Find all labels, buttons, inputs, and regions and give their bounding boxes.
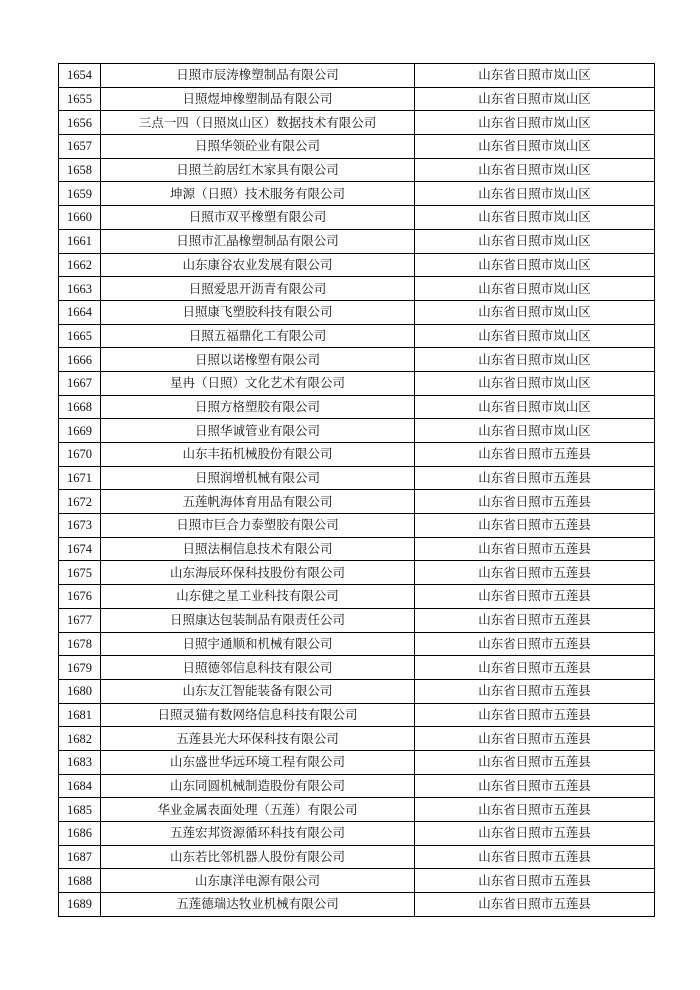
serial-number-cell: 1655 <box>59 87 101 111</box>
serial-number-cell: 1677 <box>59 608 101 632</box>
serial-number-cell: 1687 <box>59 845 101 869</box>
region-cell: 山东省日照市五莲县 <box>415 679 655 703</box>
serial-number-cell: 1686 <box>59 822 101 846</box>
serial-number-cell: 1668 <box>59 395 101 419</box>
serial-number-cell: 1670 <box>59 443 101 467</box>
company-name-cell: 日照润增机械有限公司 <box>101 466 415 490</box>
company-name-cell: 日照德邻信息科技有限公司 <box>101 656 415 680</box>
serial-number-cell: 1657 <box>59 135 101 159</box>
region-cell: 山东省日照市岚山区 <box>415 419 655 443</box>
company-name-cell: 山东健之星工业科技有限公司 <box>101 585 415 609</box>
company-name-cell: 五莲帆海体育用品有限公司 <box>101 490 415 514</box>
company-name-cell: 华业金属表面处理（五莲）有限公司 <box>101 798 415 822</box>
company-name-cell: 坤源（日照）技术服务有限公司 <box>101 182 415 206</box>
company-list-table <box>58 63 655 917</box>
company-name-cell: 日照华领砼业有限公司 <box>101 135 415 159</box>
region-cell: 山东省日照市五莲县 <box>415 774 655 798</box>
company-name-cell: 山东康洋电源有限公司 <box>101 869 415 893</box>
company-name-cell: 日照五福鼎化工有限公司 <box>101 324 415 348</box>
table-row <box>59 158 655 182</box>
table-row <box>59 845 655 869</box>
region-cell: 山东省日照市岚山区 <box>415 371 655 395</box>
table-row <box>59 608 655 632</box>
serial-number-cell: 1654 <box>59 64 101 88</box>
serial-number-cell: 1663 <box>59 277 101 301</box>
serial-number-cell: 1659 <box>59 182 101 206</box>
table-row <box>59 253 655 277</box>
serial-number-cell: 1656 <box>59 111 101 135</box>
table-row <box>59 182 655 206</box>
serial-number-cell: 1689 <box>59 893 101 917</box>
table-row <box>59 750 655 774</box>
serial-number-cell: 1678 <box>59 632 101 656</box>
region-cell: 山东省日照市岚山区 <box>415 300 655 324</box>
region-cell: 山东省日照市岚山区 <box>415 229 655 253</box>
table-row <box>59 679 655 703</box>
serial-number-cell: 1684 <box>59 774 101 798</box>
table-row <box>59 514 655 538</box>
serial-number-cell: 1664 <box>59 300 101 324</box>
company-name-cell: 日照市汇晶橡塑制品有限公司 <box>101 229 415 253</box>
region-cell: 山东省日照市五莲县 <box>415 585 655 609</box>
company-name-cell: 日照华诚管业有限公司 <box>101 419 415 443</box>
region-cell: 山东省日照市五莲县 <box>415 656 655 680</box>
company-name-cell: 五莲宏邦资源循环科技有限公司 <box>101 822 415 846</box>
region-cell: 山东省日照市岚山区 <box>415 348 655 372</box>
region-cell: 山东省日照市岚山区 <box>415 182 655 206</box>
serial-number-cell: 1660 <box>59 206 101 230</box>
region-cell: 山东省日照市岚山区 <box>415 253 655 277</box>
company-name-cell: 日照市辰涛橡塑制品有限公司 <box>101 64 415 88</box>
serial-number-cell: 1673 <box>59 514 101 538</box>
company-name-cell: 日照市双平橡塑有限公司 <box>101 206 415 230</box>
company-name-cell: 五莲德瑞达牧业机械有限公司 <box>101 893 415 917</box>
company-name-cell: 五莲县光大环保科技有限公司 <box>101 727 415 751</box>
serial-number-cell: 1681 <box>59 703 101 727</box>
company-name-cell: 山东康谷农业发展有限公司 <box>101 253 415 277</box>
table-row <box>59 822 655 846</box>
region-cell: 山东省日照市岚山区 <box>415 64 655 88</box>
table-row <box>59 277 655 301</box>
region-cell: 山东省日照市岚山区 <box>415 135 655 159</box>
company-name-cell: 日照市巨合力泰塑胶有限公司 <box>101 514 415 538</box>
table-row <box>59 561 655 585</box>
table-row <box>59 585 655 609</box>
company-name-cell: 日照兰韵居红木家具有限公司 <box>101 158 415 182</box>
company-name-cell: 星冉（日照）文化艺术有限公司 <box>101 371 415 395</box>
region-cell: 山东省日照市五莲县 <box>415 466 655 490</box>
company-name-cell: 三点一四（日照岚山区）数据技术有限公司 <box>101 111 415 135</box>
table-row <box>59 300 655 324</box>
table-row <box>59 443 655 467</box>
table-row <box>59 419 655 443</box>
company-name-cell: 山东友江智能装备有限公司 <box>101 679 415 703</box>
table-row <box>59 87 655 111</box>
company-name-cell: 日照康飞塑胶科技有限公司 <box>101 300 415 324</box>
region-cell: 山东省日照市五莲县 <box>415 893 655 917</box>
table-row <box>59 632 655 656</box>
table-row <box>59 537 655 561</box>
table-row <box>59 111 655 135</box>
region-cell: 山东省日照市岚山区 <box>415 158 655 182</box>
table-row <box>59 774 655 798</box>
table-row <box>59 466 655 490</box>
company-name-cell: 日照康达包装制品有限责任公司 <box>101 608 415 632</box>
serial-number-cell: 1661 <box>59 229 101 253</box>
serial-number-cell: 1658 <box>59 158 101 182</box>
table-row <box>59 371 655 395</box>
company-name-cell: 日照爱思开沥青有限公司 <box>101 277 415 301</box>
company-name-cell: 山东盛世华远环境工程有限公司 <box>101 750 415 774</box>
table-row <box>59 727 655 751</box>
region-cell: 山东省日照市岚山区 <box>415 206 655 230</box>
region-cell: 山东省日照市五莲县 <box>415 608 655 632</box>
serial-number-cell: 1662 <box>59 253 101 277</box>
region-cell: 山东省日照市五莲县 <box>415 750 655 774</box>
serial-number-cell: 1674 <box>59 537 101 561</box>
company-name-cell: 日照灵猫有数网络信息科技有限公司 <box>101 703 415 727</box>
region-cell: 山东省日照市五莲县 <box>415 869 655 893</box>
serial-number-cell: 1671 <box>59 466 101 490</box>
table-row <box>59 64 655 88</box>
serial-number-cell: 1676 <box>59 585 101 609</box>
region-cell: 山东省日照市五莲县 <box>415 845 655 869</box>
company-name-cell: 山东若比邻机器人股份有限公司 <box>101 845 415 869</box>
region-cell: 山东省日照市岚山区 <box>415 395 655 419</box>
serial-number-cell: 1680 <box>59 679 101 703</box>
serial-number-cell: 1688 <box>59 869 101 893</box>
serial-number-cell: 1685 <box>59 798 101 822</box>
company-name-cell: 山东海辰环保科技股份有限公司 <box>101 561 415 585</box>
table-row <box>59 798 655 822</box>
table-row <box>59 893 655 917</box>
region-cell: 山东省日照市五莲县 <box>415 490 655 514</box>
serial-number-cell: 1679 <box>59 656 101 680</box>
table-row <box>59 229 655 253</box>
serial-number-cell: 1667 <box>59 371 101 395</box>
table-row <box>59 324 655 348</box>
company-name-cell: 日照方格塑胶有限公司 <box>101 395 415 419</box>
company-name-cell: 日照煜坤橡塑制品有限公司 <box>101 87 415 111</box>
table-row <box>59 490 655 514</box>
table-row <box>59 869 655 893</box>
region-cell: 山东省日照市岚山区 <box>415 277 655 301</box>
company-list-table-body <box>59 64 655 917</box>
region-cell: 山东省日照市岚山区 <box>415 324 655 348</box>
serial-number-cell: 1669 <box>59 419 101 443</box>
company-name-cell: 山东同圆机械制造股份有限公司 <box>101 774 415 798</box>
table-row <box>59 206 655 230</box>
table-row <box>59 135 655 159</box>
region-cell: 山东省日照市五莲县 <box>415 561 655 585</box>
company-name-cell: 日照宇通顺和机械有限公司 <box>101 632 415 656</box>
table-row <box>59 656 655 680</box>
region-cell: 山东省日照市五莲县 <box>415 798 655 822</box>
serial-number-cell: 1666 <box>59 348 101 372</box>
serial-number-cell: 1683 <box>59 750 101 774</box>
serial-number-cell: 1675 <box>59 561 101 585</box>
table-row <box>59 703 655 727</box>
region-cell: 山东省日照市五莲县 <box>415 514 655 538</box>
region-cell: 山东省日照市五莲县 <box>415 822 655 846</box>
serial-number-cell: 1682 <box>59 727 101 751</box>
region-cell: 山东省日照市五莲县 <box>415 537 655 561</box>
region-cell: 山东省日照市五莲县 <box>415 443 655 467</box>
serial-number-cell: 1665 <box>59 324 101 348</box>
region-cell: 山东省日照市五莲县 <box>415 727 655 751</box>
company-name-cell: 日照法桐信息技术有限公司 <box>101 537 415 561</box>
serial-number-cell: 1672 <box>59 490 101 514</box>
company-name-cell: 日照以诺橡塑有限公司 <box>101 348 415 372</box>
company-name-cell: 山东丰拓机械股份有限公司 <box>101 443 415 467</box>
region-cell: 山东省日照市五莲县 <box>415 632 655 656</box>
region-cell: 山东省日照市岚山区 <box>415 87 655 111</box>
region-cell: 山东省日照市岚山区 <box>415 111 655 135</box>
table-row <box>59 395 655 419</box>
table-row <box>59 348 655 372</box>
region-cell: 山东省日照市五莲县 <box>415 703 655 727</box>
